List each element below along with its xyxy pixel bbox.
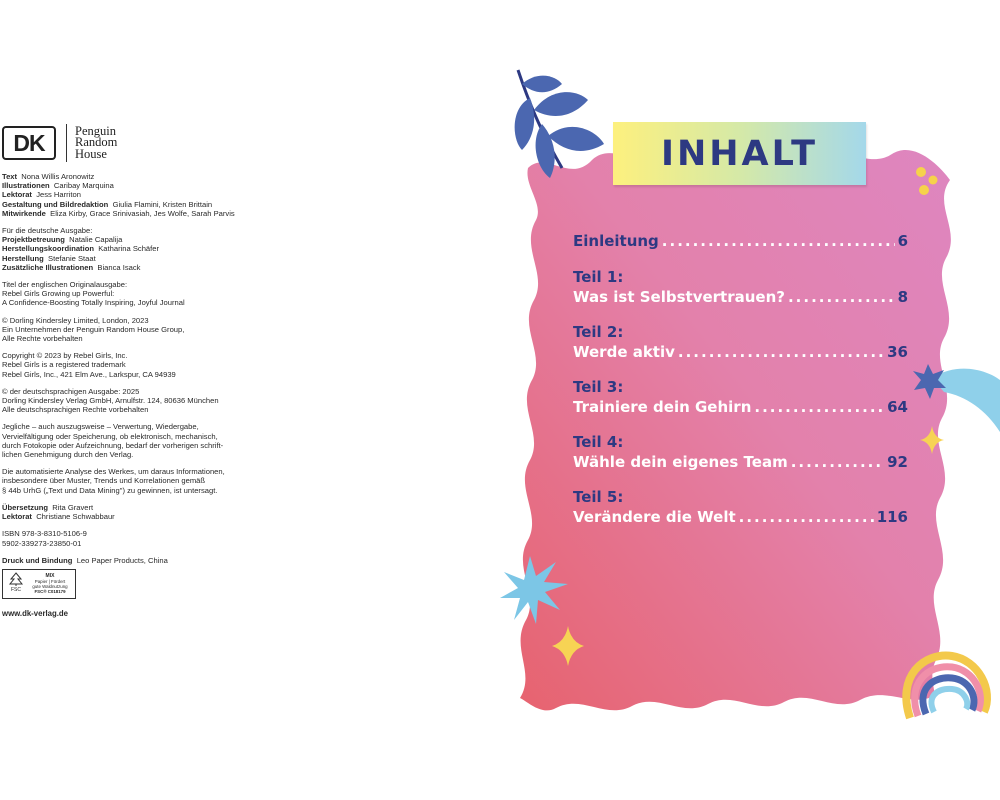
credits-german: Für die deutsche Ausgabe: Projektbetreuung Natalie Capalija Herstellungskoordination Katharina Schäfer Herstellung Stefanie Staat Zusätzliche Illustrationen Bianca Isack [2, 226, 160, 272]
toc-entry-part-5[interactable] [573, 487, 908, 527]
toc-page-number: 64 [887, 398, 908, 416]
toc-leader [791, 452, 884, 472]
toc-leader [678, 342, 884, 362]
toc-page-number: 116 [876, 508, 908, 526]
toc-title: Werde aktiv [573, 343, 675, 361]
translation-credits: Übersetzung Rita Gravert Lektorat Christiane Schwabbaur [2, 502, 115, 522]
toc-part-label: Teil 3: [573, 378, 624, 396]
toc-part-label: Teil 1: [573, 268, 624, 286]
dk-prh-logo [2, 124, 117, 162]
original-title: Titel der englischen Originalausgabe: Rebel Girls Growing up Powerful: A Confidence-Boosting Totally Inspiring, Joyful Journal [2, 280, 185, 308]
toc-entry-part-4[interactable] [573, 432, 908, 472]
toc-page-number: 6 [897, 232, 908, 250]
dk-logo-icon: DK [2, 126, 56, 160]
toc-entry-part-1[interactable] [573, 267, 908, 307]
toc-page-number: 92 [887, 453, 908, 471]
credits-original: Text Nona Willis Aronowitz Illustrationen Caribay Marquina Lektorat Jess Harriton Gestaltung und Bildredaktion Giulia Flamini, Kristen Brittain Mitwirkende Eliza Kirby, Grace Srinivasiah, Jes Wolfe, Sarah Parvis [2, 172, 235, 218]
contents-heading-banner [613, 122, 866, 185]
copyright-german: © der deutschsprachigen Ausgabe: 2025 Dorling Kindersley Verlag GmbH, Arnulfstr. 124, 80636 München Alle deutschsprachigen Rechte vorbehalten [2, 386, 219, 415]
toc-part-label: Teil 5: [573, 488, 624, 506]
website-link[interactable]: www.dk-verlag.de [2, 608, 69, 618]
publisher-line: Penguin [75, 123, 116, 138]
fsc-label [2, 569, 76, 599]
toc-page-number: 36 [887, 343, 908, 361]
toc-title: Trainiere dein Gehirn [573, 398, 752, 416]
copyright-dk: © Dorling Kindersley Limited, London, 2023 Ein Unternehmen der Penguin Random House Group, Alle Rechte vorbehalten [2, 315, 185, 344]
isbn: ISBN 978-3-8310-5106-9 5902-339273-23850-01 [2, 529, 87, 548]
imprint-text [2, 172, 292, 618]
fsc-text: MIX Papier | Fördert gute Waldnutzung FSC® C018179 [32, 572, 68, 594]
toc-part-label: Teil 2: [573, 323, 624, 341]
rainbow-icon [906, 656, 987, 718]
toc-title: Wähle dein eigenes Team [573, 453, 788, 471]
toc-entry-part-2[interactable] [573, 322, 908, 362]
copyright-rebel-girls: Copyright © 2023 by Rebel Girls, Inc. Rebel Girls is a registered trademark Rebel Girls, Inc., 421 Elm Ave., Larkspur, CA 94939 [2, 351, 176, 379]
publisher-line: Random [75, 135, 118, 150]
publisher-name [75, 123, 118, 161]
toc-title: Was ist Selbstvertrauen? [573, 288, 785, 306]
rights-notice: Jegliche – auch auszugsweise – Verwertung, Wiedergabe, Vervielfältigung oder Speicherung, ob elektronisch, mechanisch, durch Fotokopie oder Aufzeichnung, bedarf der vorherigen schrift- lichen Genehmigung durch den Verlag. [2, 422, 224, 460]
tdm-notice: Die automatisierte Analyse des Werkes, um daraus Informationen, insbesondere über Muster, Trends und Korrelationen gemäß § 44b UrhG („Text und Data Mining") zu gewinnen, ist untersagt. [2, 467, 225, 495]
toc-leader [739, 507, 874, 527]
publisher-line: House [75, 146, 107, 161]
toc-leader [754, 397, 884, 417]
toc-page-number: 8 [897, 288, 908, 306]
toc-part-label: Teil 4: [573, 433, 624, 451]
contents-heading: INHALT [660, 133, 819, 174]
toc-entry-intro[interactable] [573, 231, 908, 251]
toc-entry-part-3[interactable] [573, 377, 908, 417]
table-of-contents [573, 231, 908, 542]
fsc-tree-icon: FSC [5, 572, 27, 595]
contents-page [500, 0, 1000, 800]
toc-leader [788, 287, 895, 307]
logo-divider [66, 124, 67, 162]
toc-title: Verändere die Welt [573, 508, 736, 526]
printing-credit: Druck und Bindung Leo Paper Products, China [2, 555, 168, 565]
toc-title: Einleitung [573, 232, 659, 250]
toc-leader [662, 231, 895, 251]
